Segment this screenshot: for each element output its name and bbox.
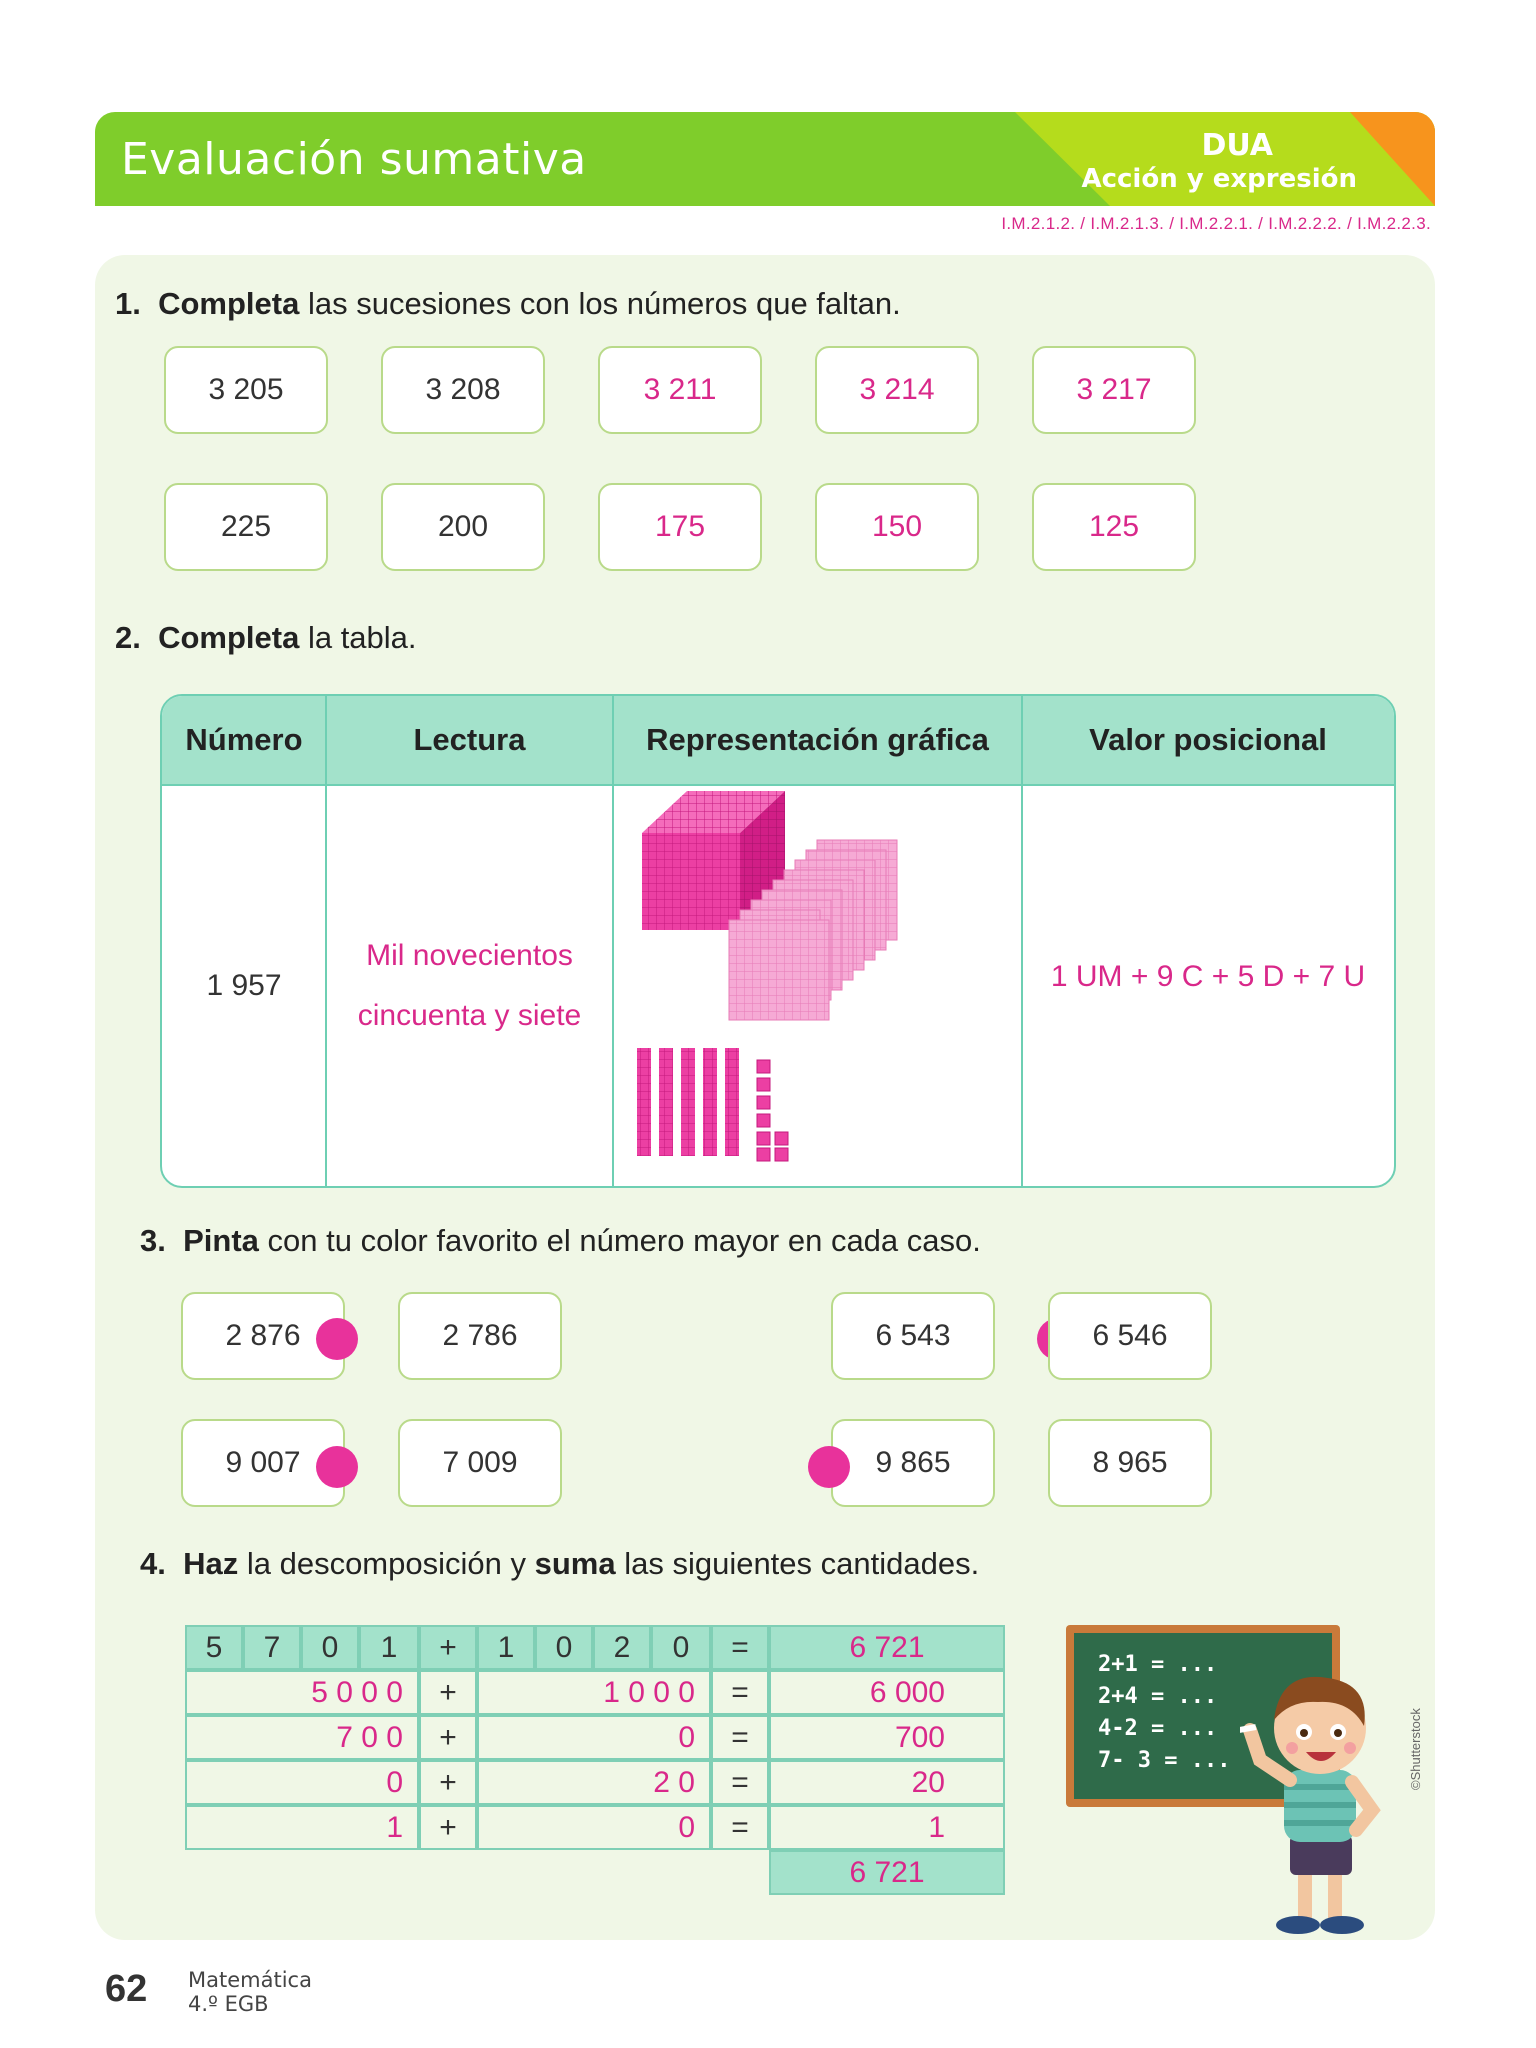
plus-sign: + — [419, 1625, 477, 1670]
equals-sign: = — [711, 1715, 769, 1760]
cell-valor[interactable]: 1 UM + 9 C + 5 D + 7 U — [1050, 960, 1366, 993]
decomposition-a[interactable]: 0 — [185, 1760, 419, 1805]
sequence-box: 3 205 — [164, 346, 328, 434]
partial-sum[interactable]: 1 — [769, 1805, 1005, 1850]
question-4: 4. Haz la descomposición y suma las siguientes cantidades. — [140, 1546, 980, 1581]
question-2: 2. Completa la tabla. — [115, 620, 417, 655]
partial-sum[interactable]: 700 — [769, 1715, 1005, 1760]
decomposition-a[interactable]: 5 0 0 0 — [185, 1670, 419, 1715]
digit-cell: 0 — [651, 1625, 711, 1670]
chalkboard-text: 2+1 = ... 2+4 = ... 4-2 = ... 7- 3 = ... — [1098, 1652, 1231, 1773]
equals-sign: = — [711, 1670, 769, 1715]
lectura-line: cincuenta y siete — [357, 999, 582, 1032]
sequence-answer-box[interactable]: 175 — [598, 483, 762, 571]
image-credit: ©Shutterstock — [1408, 1708, 1423, 1790]
paint-mark — [316, 1318, 358, 1360]
sequence-answer-box[interactable]: 3 211 — [598, 346, 762, 434]
digit-cell: 0 — [535, 1625, 593, 1670]
indicator-codes: I.M.2.1.2. / I.M.2.1.3. / I.M.2.2.1. / I.M.2.2.2. / I.M.2.2.3. — [1001, 214, 1431, 233]
equals-sign: = — [711, 1760, 769, 1805]
compare-box[interactable]: 8 965 — [1048, 1419, 1212, 1507]
plus-sign: + — [419, 1670, 477, 1715]
page-number: 62 — [105, 1968, 148, 2010]
partial-sum[interactable]: 20 — [769, 1760, 1005, 1805]
decomposition-b[interactable]: 0 — [477, 1715, 711, 1760]
paint-mark — [808, 1446, 850, 1488]
footer-subject: Matemática 4.º EGB — [188, 1968, 312, 2016]
digit-cell: 5 — [185, 1625, 243, 1670]
lectura-line: Mil novecientos — [366, 939, 573, 972]
decomposition-a[interactable]: 7 0 0 — [185, 1715, 419, 1760]
compare-box[interactable]: 2 786 — [398, 1292, 562, 1380]
compare-box[interactable]: 6 546 — [1048, 1292, 1212, 1380]
dua-subtitle: Acción y expresión — [1081, 164, 1357, 194]
decomposition-b[interactable]: 2 0 — [477, 1760, 711, 1805]
header-bar — [95, 112, 1435, 206]
cell-lectura[interactable] — [326, 784, 613, 1188]
digit-cell: 7 — [243, 1625, 301, 1670]
compare-box[interactable]: 9 865 — [831, 1419, 995, 1507]
header-lectura: Lectura — [413, 722, 526, 757]
header-numero: Número — [185, 722, 303, 757]
cell-numero: 1 957 — [206, 969, 282, 1002]
sequence-answer-box[interactable]: 125 — [1032, 483, 1196, 571]
decomposition-b[interactable]: 0 — [477, 1805, 711, 1850]
question-3: 3. Pinta con tu color favorito el número mayor en cada caso. — [140, 1223, 981, 1258]
digit-cell: 1 — [477, 1625, 535, 1670]
sequence-answer-box[interactable]: 150 — [815, 483, 979, 571]
partial-sum[interactable]: 6 000 — [769, 1670, 1005, 1715]
header-valor: Valor posicional — [1089, 722, 1327, 757]
place-value-table — [160, 694, 1396, 1188]
plus-sign: + — [419, 1715, 477, 1760]
sequence-box: 225 — [164, 483, 328, 571]
compare-box[interactable]: 2 876 — [181, 1292, 345, 1380]
sequence-answer-box[interactable]: 3 217 — [1032, 346, 1196, 434]
plus-sign: + — [419, 1760, 477, 1805]
dua-title: DUA — [1201, 128, 1273, 163]
plus-sign: + — [419, 1805, 477, 1850]
result-top[interactable]: 6 721 — [769, 1625, 1005, 1670]
digit-cell: 0 — [301, 1625, 359, 1670]
total-sum[interactable]: 6 721 — [769, 1850, 1005, 1895]
decomposition-b[interactable]: 1 0 0 0 — [477, 1670, 711, 1715]
sequence-box: 3 208 — [381, 346, 545, 434]
compare-box[interactable]: 7 009 — [398, 1419, 562, 1507]
unit-cubes — [757, 1060, 788, 1161]
equals-sign: = — [711, 1625, 769, 1670]
digit-cell: 1 — [359, 1625, 419, 1670]
table-header — [162, 696, 1394, 786]
ten-rods — [637, 1048, 739, 1156]
base-ten-blocks-graphic — [617, 788, 1017, 1184]
sequence-box: 200 — [381, 483, 545, 571]
compare-box[interactable]: 6 543 — [831, 1292, 995, 1380]
boy-illustration — [1240, 1660, 1400, 1940]
equals-sign: = — [711, 1805, 769, 1850]
header-representacion: Representación gráfica — [646, 722, 989, 757]
decomposition-a[interactable]: 1 — [185, 1805, 419, 1850]
paint-mark — [316, 1446, 358, 1488]
page-title: Evaluación sumativa — [121, 134, 587, 185]
question-1: 1. Completa las sucesiones con los números que faltan. — [115, 286, 901, 321]
digit-cell: 2 — [593, 1625, 651, 1670]
sequence-answer-box[interactable]: 3 214 — [815, 346, 979, 434]
compare-box[interactable]: 9 007 — [181, 1419, 345, 1507]
